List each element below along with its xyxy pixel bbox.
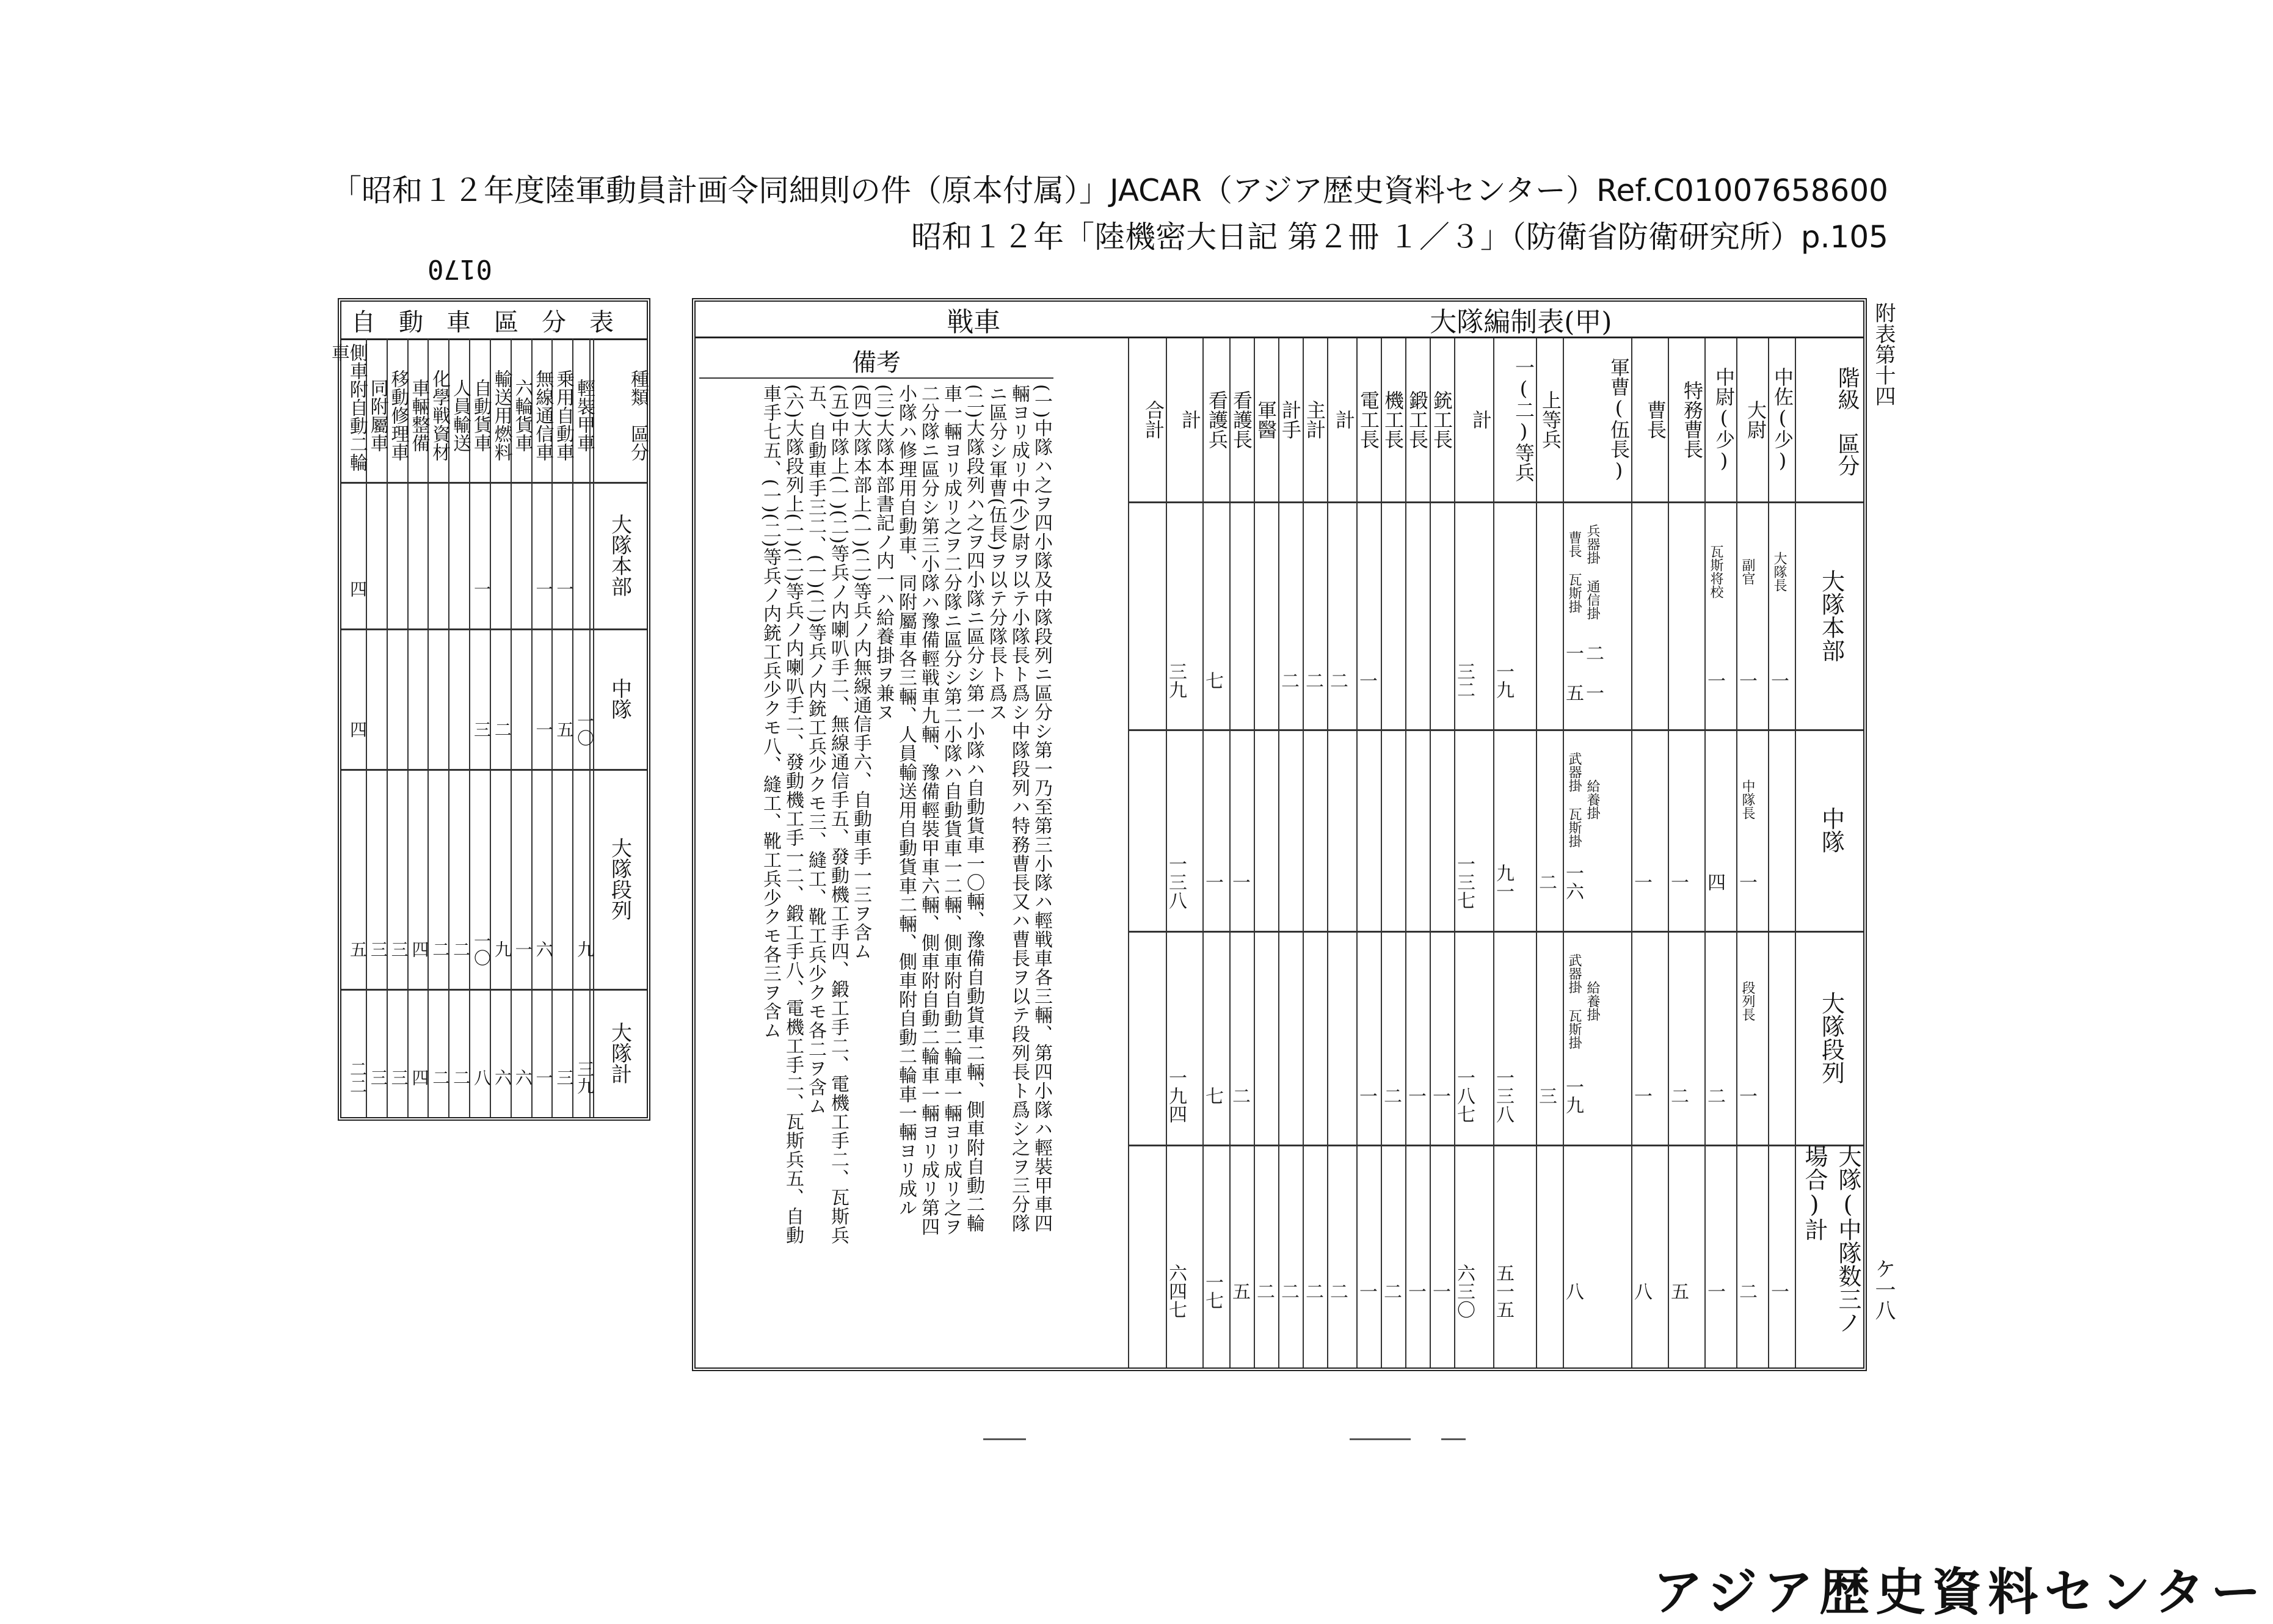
row-divider: [1128, 1145, 1863, 1146]
remark-item: (四)大隊本部上(一)(二)等兵ノ内無線通信手六、自動車手一三ヲ含ム: [850, 384, 871, 961]
table-cell: [1631, 644, 1668, 717]
table-cell: 一: [1405, 1087, 1426, 1105]
big-table-title-left: 戦車: [947, 306, 1001, 338]
appointment-note: 給養掛: [1585, 981, 1600, 1021]
column-header: 鍛工長: [1406, 390, 1429, 449]
table-cell: 一: [554, 580, 575, 597]
column-header: 計: [1469, 409, 1493, 429]
column-header: 無線通信車: [532, 369, 554, 461]
table-cell: 九: [492, 941, 512, 958]
table-cell: 七: [1202, 1087, 1223, 1105]
table-cell: 五: [554, 721, 575, 738]
column-header: 計手: [1279, 399, 1302, 439]
column-header: 合計: [1142, 399, 1165, 439]
row-label: 大隊本部: [1817, 569, 1845, 662]
table-cell: 二: [1302, 1282, 1323, 1300]
table-cell: 二: [1736, 1282, 1757, 1300]
table-cell: 二: [1278, 1282, 1299, 1300]
appointment-note: 副官: [1740, 558, 1755, 585]
table-cell: 一: [1767, 671, 1789, 690]
table-cell: 一九四: [1165, 1068, 1187, 1123]
table-cell: [1768, 845, 1795, 919]
table-cell: 二: [1326, 671, 1348, 690]
table-cell: 八: [1562, 1282, 1584, 1300]
table-cell: 六: [492, 1069, 512, 1086]
scan-mark: [983, 1438, 1026, 1440]
appointment-note: 大隊長: [1772, 552, 1787, 592]
column-header: 輸送用燃料: [490, 369, 512, 461]
table-cell: 一三八: [1165, 854, 1187, 909]
table-cell: [1405, 644, 1430, 717]
table-cell: 一: [1229, 873, 1250, 891]
table-cell: [448, 696, 469, 763]
column-header: 看護兵: [1206, 390, 1229, 449]
table-cell: 一: [1767, 1282, 1789, 1300]
table-cell: 八: [471, 1069, 492, 1086]
appointment-note: 武器掛 瓦斯掛: [1566, 953, 1582, 1049]
table-cell: 一: [1667, 873, 1689, 891]
table-cell: 二: [1535, 873, 1557, 891]
archive-logo-text: アジア歴史資料センター: [1653, 1564, 2267, 1622]
table-cell: 一三七: [1453, 854, 1475, 909]
table-cell: 一〇: [471, 932, 492, 966]
table-cell: 二: [1380, 1282, 1402, 1300]
column-header: 中佐(少): [1771, 366, 1794, 472]
side-mark: ケ一八: [1871, 1258, 1896, 1320]
table-cell: 二: [430, 1069, 451, 1086]
table-cell: [1430, 644, 1454, 717]
table-cell: 二 一 一 五: [1562, 644, 1604, 702]
table-cell: [427, 696, 448, 763]
table-cell: 四: [409, 941, 430, 958]
table-cell: 一〇: [575, 712, 595, 746]
table-cell: 一: [1356, 671, 1377, 690]
column-header: 六輪貨車: [511, 378, 533, 452]
table-cell: [1381, 845, 1405, 919]
table-cell: [427, 555, 448, 622]
table-cell: 一: [1356, 1282, 1377, 1300]
table-cell: 二: [1326, 1282, 1348, 1300]
appendix-label: 附表第十四: [1871, 302, 1896, 406]
table-cell: 九一: [1493, 864, 1514, 900]
table-cell: 三: [1535, 1087, 1557, 1105]
table-cell: [1303, 845, 1327, 919]
table-cell: 三: [471, 721, 492, 738]
table-cell: 一: [533, 721, 554, 738]
table-cell: 四: [409, 1069, 430, 1086]
table-cell: 五一五: [1493, 1264, 1514, 1319]
table-cell: 一: [1631, 873, 1652, 891]
table-cell: 九: [575, 941, 595, 958]
appointment-note: 武器掛 瓦斯掛: [1566, 751, 1582, 848]
citation-line-2: 昭和１２年「陸機密大日記 第２冊 １／３」（防衛省防衛研究所）p.105: [911, 219, 1888, 255]
row-divider: [1128, 931, 1863, 933]
page-number: 0170: [427, 253, 492, 285]
table-cell: 二: [1253, 1282, 1275, 1300]
column-header: 車輛整備: [408, 378, 430, 452]
table-cell: 五: [1667, 1282, 1689, 1300]
small-table-grid: [327, 338, 649, 1117]
scan-mark: [1441, 1438, 1466, 1440]
table-cell: [1536, 1254, 1563, 1328]
appointment-note: 中隊長: [1740, 779, 1755, 820]
row-label: 大隊段列: [1817, 991, 1845, 1084]
table-cell: 一九: [1493, 662, 1514, 699]
table-cell: [511, 555, 531, 622]
table-cell: 二: [451, 941, 471, 958]
table-cell: [387, 555, 407, 622]
table-cell: 六: [533, 941, 554, 958]
row-label: 大隊計: [607, 1022, 632, 1084]
table-cell: 一: [1202, 873, 1223, 891]
table-cell: 二: [1278, 671, 1299, 690]
table-cell: [407, 555, 428, 622]
table-cell: 八: [1631, 1282, 1652, 1300]
remark-item: (一)中隊ハ之ヲ四小隊及中隊段列ニ區分シ第一乃至第三小隊ハ輕戦車各三輛、第四小隊ハ輕裝甲車四輛ヨリ成リ中(少)尉ヲ以テ小隊長ト爲シ中隊段列ハ特務曹長又ハ曹長ヲ以テ段列長ト爲シ之ヲ三分隊ニ區分シ軍曹(伍長)ヲ以テ分隊長ト爲ス: [986, 384, 1052, 1233]
table-cell: 六: [512, 1069, 533, 1086]
table-cell: 一: [512, 941, 533, 958]
table-cell: 二: [492, 721, 512, 738]
table-cell: 三: [554, 1069, 575, 1086]
table-cell: 二: [1704, 1087, 1725, 1105]
table-cell: 四: [1704, 873, 1725, 891]
table-cell: 三: [388, 941, 409, 958]
table-cell: 一: [1356, 1087, 1377, 1105]
table-cell: 一九: [1562, 1077, 1584, 1114]
table-cell: 一三八: [1493, 1068, 1514, 1123]
column-header: 主計: [1303, 399, 1326, 439]
row-label: 大隊段列: [607, 837, 632, 920]
table-cell: 一六: [1562, 864, 1584, 900]
column-header: 軍醫: [1254, 399, 1278, 439]
table-cell: 三九: [1165, 662, 1187, 699]
column-header: 乗用自動車: [553, 369, 575, 461]
column-divider: [1128, 338, 1129, 1367]
table-cell: 一: [471, 580, 492, 597]
column-header: 計: [1333, 409, 1356, 429]
column-header: 大尉: [1744, 399, 1767, 439]
table-cell: [1327, 1059, 1356, 1132]
column-header: 曹長: [1644, 399, 1667, 439]
column-header: 化學戦資材: [429, 369, 451, 461]
battalion-organization-table: [692, 298, 1867, 1371]
table-cell: 一: [1736, 1087, 1757, 1105]
table-cell: 一: [1736, 873, 1757, 891]
appointment-note: 瓦斯将校: [1708, 545, 1723, 599]
table-cell: [1405, 845, 1430, 919]
table-cell: [1254, 1059, 1278, 1132]
table-cell: 一: [1429, 1282, 1450, 1300]
table-cell: [1303, 1059, 1327, 1132]
remark-item: (六)大隊段列上(一)(二)等兵ノ内喇叭手二、發動機工手一二、鍛工手八、電機工手二、瓦斯兵五、自動車手七五、(一)(二)等兵ノ内銃工兵少クモ八、縫工、靴工兵少クモ各三ヲ含ム: [760, 384, 804, 1245]
table-cell: 三: [368, 1069, 388, 1086]
vehicle-classification-table: [327, 298, 650, 1121]
column-header: 自動貨車: [470, 378, 492, 452]
column-header: 一(二)等兵: [1512, 357, 1535, 482]
table-cell: [407, 696, 428, 763]
column-header: 側車附自動二輪車: [327, 343, 368, 472]
table-cell: 一: [1704, 1282, 1725, 1300]
column-header: 特務曹長: [1681, 380, 1704, 459]
row-label: 中隊: [1817, 807, 1845, 853]
table-cell: 一: [533, 580, 554, 597]
column-header: 同附屬車: [366, 378, 388, 452]
table-cell: 五: [347, 941, 368, 958]
table-cell: [387, 696, 407, 763]
table-cell: 一七: [1202, 1273, 1223, 1309]
table-cell: 三二: [1453, 662, 1475, 699]
table-cell: 一: [1429, 1087, 1450, 1105]
table-cell: 一: [533, 1069, 554, 1086]
table-cell: 二二: [347, 1060, 368, 1094]
table-cell: 四: [347, 721, 368, 738]
table-cell: [1430, 845, 1454, 919]
column-header: 人員輸送: [449, 378, 471, 452]
table-cell: 二: [1380, 1087, 1402, 1105]
table-cell: [1668, 644, 1704, 717]
table-cell: 一: [1736, 671, 1757, 690]
table-cell: 一: [1405, 1282, 1426, 1300]
table-cell: 二: [1667, 1087, 1689, 1105]
table-cell: [1254, 845, 1278, 919]
column-header: 軍曹(伍長): [1607, 357, 1631, 482]
column-header: 計: [1179, 409, 1202, 429]
table-cell: 二: [451, 1069, 471, 1086]
table-cell: [1768, 1059, 1795, 1132]
scan-mark: [1350, 1438, 1411, 1440]
table-cell: 一八七: [1453, 1068, 1475, 1123]
table-cell: 三: [368, 941, 388, 958]
table-cell: 三九: [575, 1060, 595, 1094]
table-cell: 一: [1631, 1087, 1652, 1105]
big-table-corner: 階級 區分: [1835, 366, 1860, 476]
row-divider: [1128, 729, 1863, 731]
table-cell: 三: [388, 1069, 409, 1086]
appointment-note: 兵器掛 通信掛: [1585, 523, 1600, 620]
table-cell: [448, 555, 469, 622]
small-table-title: 自動車區分表: [341, 302, 647, 340]
table-cell: 二: [430, 941, 451, 958]
column-header: 機工長: [1381, 390, 1405, 449]
table-cell: 二: [1229, 1087, 1250, 1105]
remark-item: (三)大隊本部書記ノ内一ハ給養掛ヲ兼ヌ: [873, 384, 894, 722]
column-header: 銃工長: [1430, 390, 1453, 449]
table-cell: [1278, 845, 1303, 919]
table-cell: 二: [1302, 671, 1323, 690]
table-cell: [1356, 845, 1381, 919]
column-divider: [1795, 338, 1796, 1367]
remark-item: (五)中隊上(一)(二)等兵ノ内喇叭手二、無線通信手五、發動機工手四、鍛工手二、電機工手二、瓦斯兵五、自動車手三二、(一)(二)等兵ノ内銃工兵少クモ三、縫工、靴工兵少クモ各二ヲ含ム: [805, 384, 849, 1245]
table-cell: 四: [347, 580, 368, 597]
table-cell: [1278, 1059, 1303, 1132]
column-header: 上等兵: [1539, 390, 1562, 449]
column-header: 中尉(少): [1712, 366, 1736, 472]
appointment-note: 曹長 瓦斯掛: [1566, 530, 1582, 613]
row-divider: [1128, 501, 1863, 503]
remarks-body: [702, 384, 1053, 1251]
table-cell: [1381, 644, 1405, 717]
table-cell: 六三〇: [1453, 1264, 1475, 1319]
table-cell: 一: [1704, 671, 1725, 690]
column-header: 電工長: [1357, 390, 1380, 449]
appointment-note: 段列長: [1740, 981, 1755, 1021]
table-cell: [1327, 845, 1356, 919]
column-header: 看護長: [1230, 390, 1253, 449]
table-cell: [1536, 644, 1563, 717]
column-header: 移動修理車: [387, 369, 409, 461]
remarks-heading: 備考: [699, 343, 1053, 379]
table-cell: 六四七: [1165, 1264, 1187, 1319]
table-cell: 五: [1229, 1282, 1250, 1300]
big-table-title: (甲)大隊編制表: [1430, 306, 1612, 338]
small-table-corner: 種類 區分: [627, 369, 649, 461]
citation-line-1: 「昭和１２年度陸軍動員計画令同細則の件（原本付属）」JACAR（アジア歴史資料センター）Ref.C01007658600: [330, 173, 1888, 208]
table-cell: [1254, 644, 1278, 717]
table-cell: [1229, 644, 1254, 717]
row-label: 大隊(中隊数三ノ場合)計: [1801, 1145, 1861, 1334]
row-label: 中隊: [607, 678, 632, 719]
table-cell: 七: [1202, 671, 1223, 690]
remark-item: (二)大隊段列ハ之ヲ四小隊ニ區分シ第一小隊ハ自動貨車一〇輛、豫備自動貨車二輛、側車附自動二輪車一輛ヨリ成リ之ヲ二分隊ニ區分シ第二小隊ハ自動貨車一二輛、側車附自動二輪車一輛ヨリ成リ之ヲ二分隊ニ區分シ第三小隊ハ豫備輕戦車九輛、豫備輕裝甲車六輛、側車附自動二輪車一輛ヨリ成リ第四小隊ハ修理用自動車、同附屬車各三輛、人員輸送用自動貨車二輛、側車附自動二輪車一輛ヨリ成ル: [895, 384, 984, 1236]
column-header: 輕裝甲車: [573, 378, 595, 452]
appointment-note: 給養掛: [1585, 779, 1600, 820]
row-label: 大隊本部: [607, 514, 632, 597]
